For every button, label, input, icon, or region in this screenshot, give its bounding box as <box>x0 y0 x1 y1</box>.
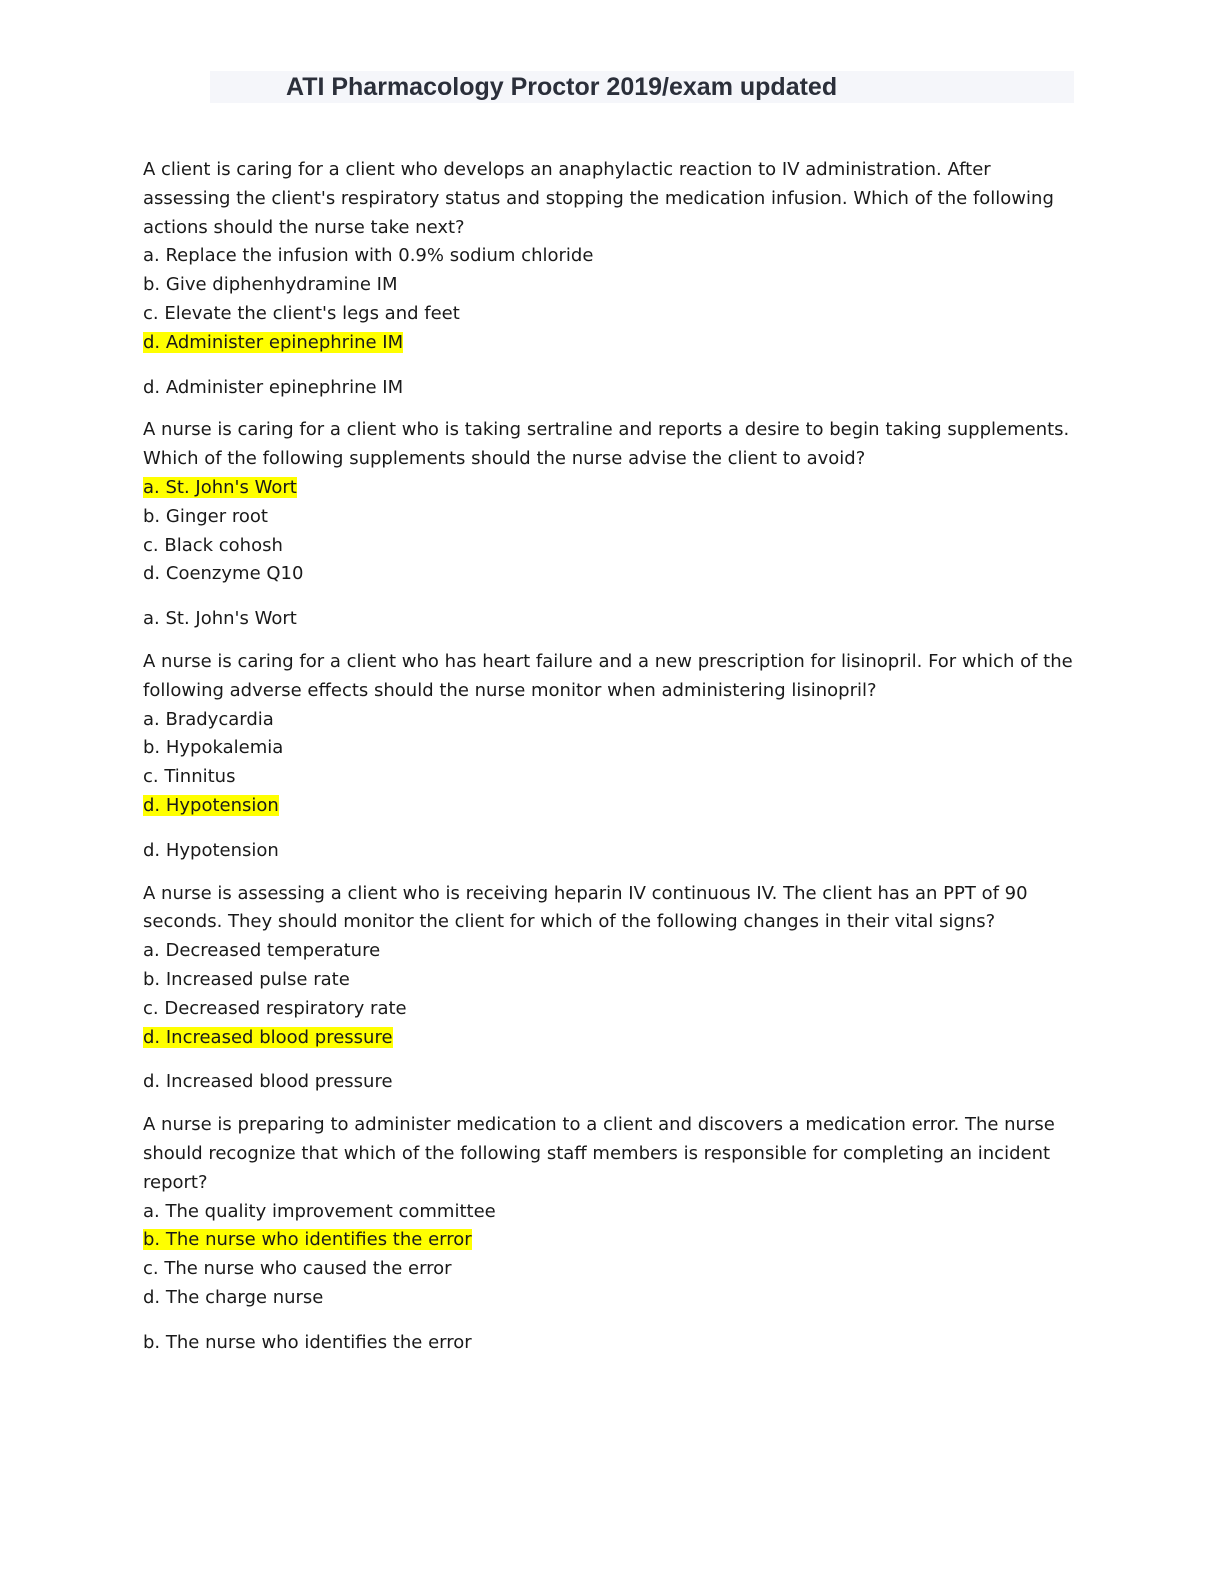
question-2 <box>143 416 1083 634</box>
option-label: a. Replace the infusion with 0.9% sodium chloride <box>143 245 594 267</box>
answer-option-a-highlighted <box>143 474 1083 503</box>
answer-option-d-highlighted <box>143 1024 1083 1053</box>
option-label: c. Elevate the client's legs and feet <box>143 302 460 324</box>
option-label: c. Tinnitus <box>143 766 236 788</box>
answer-option-d-highlighted <box>143 329 1083 358</box>
option-label: c. Decreased respiratory rate <box>143 997 407 1019</box>
answer-option-b <box>143 966 1083 995</box>
answer-option-c <box>143 532 1083 561</box>
answer-option-a <box>143 706 1083 735</box>
question-text: A nurse is caring for a client who is taking sertraline and reports a desire to begin taking supplements. Which of the following supplements should the nurse advise the client to avoid? <box>143 419 1070 470</box>
answer-option-b-highlighted <box>143 1226 1083 1255</box>
question-3 <box>143 648 1083 866</box>
option-label: d. Coenzyme Q10 <box>143 563 304 585</box>
option-label: b. Give diphenhydramine IM <box>143 274 398 296</box>
option-label: b. Ginger root <box>143 505 268 527</box>
answer-option-d <box>143 560 1083 589</box>
question-4 <box>143 880 1083 1098</box>
question-5 <box>143 1111 1083 1357</box>
option-label: d. The charge nurse <box>143 1286 324 1308</box>
document-title-bar <box>210 71 1074 103</box>
highlighted-option-label: b. The nurse who identifies the error <box>143 1229 472 1251</box>
answer-option-c <box>143 300 1083 329</box>
answer-option-b <box>143 503 1083 532</box>
answer-option-a <box>143 1198 1083 1227</box>
question-1 <box>143 156 1083 402</box>
answer-option-a <box>143 242 1083 271</box>
answer-option-d-highlighted <box>143 792 1083 821</box>
answer-option-a <box>143 937 1083 966</box>
option-label: a. Decreased temperature <box>143 940 381 962</box>
answer-option-c <box>143 763 1083 792</box>
correct-answer: d. Administer epinephrine IM <box>143 376 404 398</box>
option-label: c. The nurse who caused the error <box>143 1258 452 1280</box>
option-label: a. The quality improvement committee <box>143 1200 496 1222</box>
option-label: b. Increased pulse rate <box>143 968 350 990</box>
document-title: ATI Pharmacology Proctor 2019/exam updated <box>286 73 838 101</box>
answer-option-b <box>143 271 1083 300</box>
correct-answer: d. Increased blood pressure <box>143 1071 393 1093</box>
highlighted-option-label: a. St. John's Wort <box>143 476 297 498</box>
correct-answer: d. Hypotension <box>143 839 279 861</box>
answer-option-c <box>143 1255 1083 1284</box>
correct-answer: b. The nurse who identifies the error <box>143 1331 472 1353</box>
option-label: c. Black cohosh <box>143 534 283 556</box>
option-label: a. Bradycardia <box>143 708 274 730</box>
option-label: b. Hypokalemia <box>143 737 284 759</box>
question-text: A nurse is preparing to administer medication to a client and discovers a medication error. The nurse should recognize that which of the following staff members is responsible for completing an incident report? <box>143 1114 1055 1193</box>
correct-answer: a. St. John's Wort <box>143 608 297 630</box>
highlighted-option-label: d. Hypotension <box>143 794 279 816</box>
question-list <box>143 156 1083 1371</box>
answer-option-b <box>143 734 1083 763</box>
answer-option-d <box>143 1284 1083 1313</box>
answer-option-c <box>143 995 1083 1024</box>
question-text: A nurse is caring for a client who has heart failure and a new prescription for lisinopril. For which of the following adverse effects should the nurse monitor when administering lisinopril? <box>143 650 1073 701</box>
highlighted-option-label: d. Administer epinephrine IM <box>143 331 404 353</box>
highlighted-option-label: d. Increased blood pressure <box>143 1026 393 1048</box>
question-text: A client is caring for a client who develops an anaphylactic reaction to IV administration. After assessing the client's respiratory status and stopping the medication infusion. Which of the following actions should the nurse take next? <box>143 159 1054 238</box>
question-text: A nurse is assessing a client who is receiving heparin IV continuous IV. The client has an PPT of 90 seconds. They should monitor the client for which of the following changes in their vital signs? <box>143 882 1028 933</box>
